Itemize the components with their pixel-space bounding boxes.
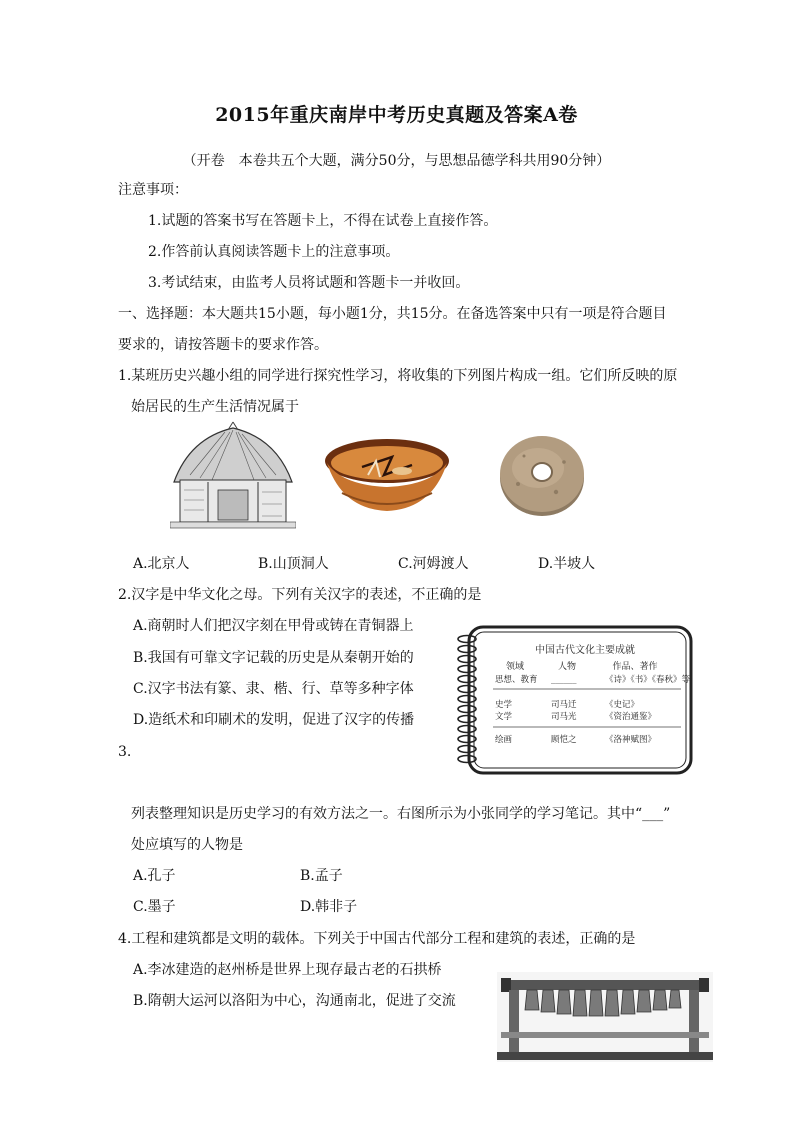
option-a: A.李冰建造的赵州桥是世界上现存最古老的石拱桥	[133, 962, 442, 978]
notice-item: 2.作答前认真阅读答题卡上的注意事项。	[148, 244, 400, 260]
option-a: A.北京人	[133, 556, 190, 572]
exam-subtitle: （开卷 本卷共五个大题，满分50分，与思想品德学科共用90分钟）	[182, 153, 611, 169]
section-heading-cont: 要求的，请按答题卡的要求作答。	[118, 337, 328, 353]
question-3-number: 3.	[118, 744, 132, 760]
notebook-header-work: 作品、著作	[612, 662, 658, 672]
option-c: C.河姆渡人	[398, 556, 469, 572]
notice-heading: 注意事项：	[118, 182, 188, 198]
question-1-stem-cont: 始居民的生产生活情况属于	[131, 399, 299, 415]
notebook-cell: 《诗》《书》《春秋》等	[605, 675, 691, 685]
option-a: A.孔子	[133, 868, 176, 884]
notebook-blank: ______	[551, 675, 577, 685]
notice-item: 1.试题的答案书写在答题卡上，不得在试卷上直接作答。	[148, 213, 498, 229]
painted-bowl-image	[322, 435, 452, 515]
question-3-stem-cont: 处应填写的人物是	[131, 837, 243, 853]
option-a: A.商朝时人们把汉字刻在甲骨或铸在青铜器上	[133, 618, 414, 634]
option-d: D.韩非子	[300, 899, 358, 915]
notebook-header-person: 人物	[557, 662, 577, 672]
notebook-cell: 思想、教育	[495, 675, 538, 685]
study-notes-notebook	[455, 625, 695, 778]
option-b: B.隋朝大运河以洛阳为中心，沟通南北，促进了交流	[133, 993, 456, 1009]
notebook-cell: 《洛神赋图》	[605, 735, 657, 745]
hut-illustration	[170, 420, 296, 530]
stone-disk-image	[498, 432, 586, 518]
question-4-stem: 4.工程和建筑都是文明的载体。下列关于中国古代部分工程和建筑的表述，正确的是	[118, 931, 636, 947]
notebook-cell: 绘画	[495, 735, 513, 745]
notebook-cell: 顾恺之	[551, 735, 577, 745]
notice-item: 3.考试结束，由监考人员将试题和答题卡一并收回。	[148, 275, 470, 291]
notebook-title: 中国古代文化主要成就	[535, 645, 635, 656]
notebook-cell: 《史记》	[605, 700, 640, 710]
question-1-stem: 1.某班历史兴趣小组的同学进行探究性学习，将收集的下列图片构成一组。它们所反映的原	[118, 368, 678, 384]
notebook-cell: 文学	[495, 712, 513, 722]
notebook-cell: 司马迁	[551, 700, 577, 710]
notebook-cell: 司马光	[551, 712, 577, 722]
section-heading: 一、选择题：本大题共15小题，每小题1分，共15分。在备选答案中只有一项是符合题目	[118, 306, 667, 322]
option-d: D.造纸术和印刷术的发明，促进了汉字的传播	[133, 712, 415, 728]
option-c: C.汉字书法有篆、隶、楷、行、草等多种字体	[133, 681, 414, 697]
question-3-stem: 列表整理知识是历史学习的有效方法之一。右图所示为小张同学的学习笔记。其中“___”	[131, 806, 671, 822]
notebook-header-field: 领域	[505, 662, 525, 672]
option-c: C.墨子	[133, 899, 176, 915]
option-d: D.半坡人	[538, 556, 596, 572]
option-b: B.孟子	[300, 868, 343, 884]
notebook-cell: 《资治通鉴》	[605, 712, 657, 722]
chime-bells-image	[497, 972, 713, 1062]
notebook-cell: 史学	[495, 700, 513, 710]
question-2-stem: 2.汉字是中华文化之母。下列有关汉字的表述，不正确的是	[118, 587, 482, 603]
option-b: B.山顶洞人	[258, 556, 329, 572]
page-title: 2015年重庆南岸中考历史真题及答案A卷	[215, 104, 578, 126]
option-b: B.我国有可靠文字记载的历史是从秦朝开始的	[133, 650, 414, 666]
